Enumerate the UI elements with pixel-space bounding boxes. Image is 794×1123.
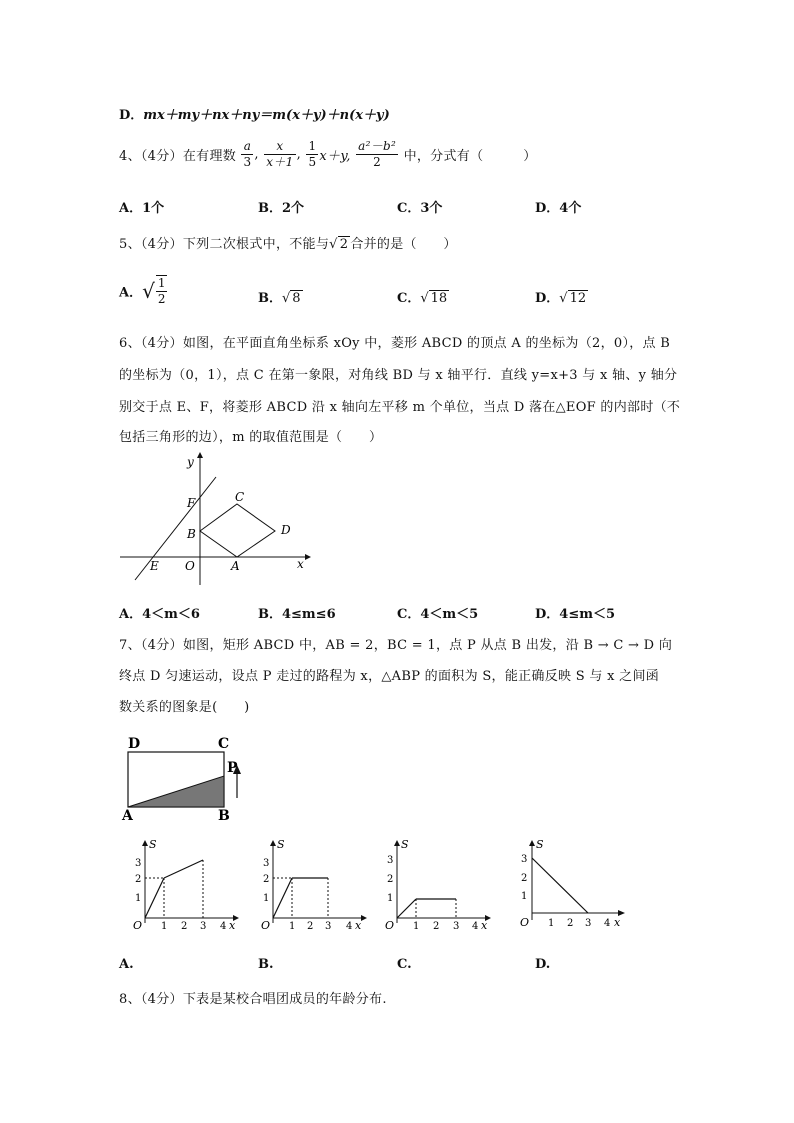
svg-text:1: 1 — [161, 921, 168, 930]
q4-prefix: 4、（4分）在有理数 — [119, 149, 237, 164]
q6-label-e: E — [150, 559, 159, 573]
q7-graph-b — [253, 838, 371, 930]
q3-option-d-label: D． — [119, 108, 144, 123]
q4-expr-2: $\frac{x}{x+1}$ — [266, 139, 294, 169]
q6-y-arrow — [197, 452, 203, 458]
q7-graph-a — [125, 838, 243, 930]
q6-line-2: 的坐标为（0，1），点 C 在第一象限，对角线 BD 与 x 轴平行．直线 y=x+3 与 x 轴、y 轴分 — [119, 368, 678, 383]
q7-option-b: B. — [258, 957, 274, 972]
q6-line-4: 包括三角形的边），m 的取值范围是（ ） — [119, 430, 383, 445]
svg-text:4: 4 — [220, 921, 227, 930]
svg-text:3: 3 — [263, 858, 270, 869]
q7-option-a: A. — [119, 957, 134, 972]
q6-rhombus — [200, 504, 275, 557]
q6-label-o: O — [185, 559, 195, 573]
q5-option-b: B．√ 8 — [258, 291, 301, 306]
q6-label-b: B — [187, 527, 196, 541]
svg-text:x: x — [229, 919, 236, 930]
q4-option-a: A．1个 — [119, 201, 165, 216]
svg-text:4: 4 — [604, 918, 611, 929]
q6-label-x: x — [297, 557, 304, 571]
svg-text:x: x — [481, 919, 488, 930]
q3-option-d — [119, 104, 390, 123]
q4-expr-1: $\frac{a}{3}$ — [243, 139, 252, 169]
svg-text:1: 1 — [289, 921, 296, 930]
svg-text:S: S — [401, 838, 409, 851]
q5-option-c: C．√ 18 — [397, 291, 448, 306]
svg-text:1: 1 — [263, 893, 270, 904]
q7-label-p: P — [227, 760, 238, 776]
q7-line-2: 终点 D 匀速运动，设点 P 走过的路程为 x，△ABP 的面积为 S，能正确反映 S 与 x 之间函 — [119, 669, 660, 684]
q7-triangle-abp — [128, 776, 224, 807]
svg-text:1: 1 — [387, 893, 394, 904]
svg-text:2: 2 — [307, 921, 314, 930]
svg-text:2: 2 — [387, 874, 394, 885]
q7-option-d: D. — [535, 957, 551, 972]
q4-expr-3: $\frac{1}{5}$ — [308, 139, 317, 169]
q3-option-d-expr: mx＋my＋nx＋ny＝m(x＋y)＋n(x＋y) — [143, 108, 390, 123]
svg-text:3: 3 — [387, 855, 394, 866]
svg-text:O: O — [261, 919, 271, 930]
q6-option-c: C．4＜m＜5 — [397, 607, 479, 622]
q4-suffix: 中，分式有（ ） — [403, 149, 537, 164]
svg-text:3: 3 — [135, 858, 142, 869]
svg-text:2: 2 — [263, 874, 270, 885]
svg-text:S: S — [536, 838, 544, 851]
svg-text:O: O — [520, 916, 530, 929]
svg-text:3: 3 — [453, 921, 460, 930]
svg-text:1: 1 — [135, 893, 142, 904]
svg-text:4: 4 — [346, 921, 353, 930]
svg-text:3: 3 — [521, 854, 528, 865]
q4-option-c: C．3个 — [397, 201, 443, 216]
svg-text:S: S — [149, 838, 157, 851]
q7-label-b: B — [218, 808, 230, 824]
q6-label-c: C — [235, 490, 245, 504]
svg-text:2: 2 — [181, 921, 188, 930]
svg-text:3: 3 — [200, 921, 207, 930]
q7-line-1: 7、（4分）如图，矩形 ABCD 中，AB = 2，BC = 1，点 P 从点 B 出发，沿 B → C → D 向 — [119, 638, 673, 653]
q6-label-d: D — [281, 523, 291, 537]
q6-label-a: A — [231, 559, 240, 573]
q7-option-c: C. — [397, 957, 412, 972]
svg-text:3: 3 — [585, 918, 592, 929]
q7-rectangle-figure — [120, 732, 260, 824]
q4-option-d: D．4个 — [535, 201, 582, 216]
svg-text:x: x — [355, 919, 362, 930]
q6-option-d: D．4≤m＜5 — [535, 607, 616, 622]
svg-text:S: S — [277, 838, 285, 851]
q5-stem: 5、（4分）下列二次根式中，不能与√ 2 合并的是（ ） — [119, 237, 457, 252]
q5-option-a: A．√ $\frac{1}{2}$ — [119, 276, 166, 306]
svg-text:1: 1 — [413, 921, 420, 930]
q5-option-d: D．√ 12 — [535, 291, 587, 306]
svg-text:O: O — [385, 919, 395, 930]
q6-figure — [115, 450, 315, 585]
q6-line-3: 别交于点 E、F，将菱形 ABCD 沿 x 轴向左平移 m 个单位，当点 D 落在△EOF 的内部时（不 — [119, 400, 681, 415]
svg-text:4: 4 — [472, 921, 479, 930]
q6-label-y: y — [187, 455, 194, 469]
q5-stem-radical: √ 2 — [329, 237, 349, 252]
q7-label-a: A — [122, 808, 133, 824]
q7-graph-c — [377, 838, 495, 930]
q8-stem: 8、（4分）下表是某校合唱团成员的年龄分布. — [119, 992, 387, 1007]
q7-line-3: 数关系的图象是( ) — [119, 700, 250, 715]
q4-expr-4: $\frac{\text{a²－b²}}{2}$ — [358, 139, 397, 169]
q4-stem: 4、（4分）在有理数 $\frac{a}{3}$ , $\frac{x}{x+1}$ , $\frac{1}{5}$ x＋y, $\frac{\text{a²－b²}}{2}$ 中，分式有（ ） — [119, 139, 537, 169]
svg-text:2: 2 — [521, 873, 528, 884]
q6-label-f: F — [187, 496, 196, 510]
q7-graph-d — [510, 838, 630, 930]
svg-text:3: 3 — [325, 921, 332, 930]
svg-text:2: 2 — [433, 921, 440, 930]
q7-label-c: C — [218, 736, 230, 752]
svg-text:1: 1 — [521, 891, 528, 902]
svg-text:1: 1 — [548, 918, 555, 929]
q6-x-arrow — [305, 554, 311, 560]
q6-line-1: 6、（4分）如图，在平面直角坐标系 xOy 中，菱形 ABCD 的顶点 A 的坐标为（2，0），点 B — [119, 336, 671, 351]
q6-option-b: B．4≤m≤6 — [258, 607, 336, 622]
svg-text:2: 2 — [135, 874, 142, 885]
q4-option-b: B．2个 — [258, 201, 305, 216]
svg-text:2: 2 — [567, 918, 574, 929]
q6-option-a: A．4＜m＜6 — [119, 607, 200, 622]
svg-text:x: x — [614, 916, 621, 929]
svg-text:O: O — [133, 919, 143, 930]
q7-label-d: D — [128, 736, 141, 752]
